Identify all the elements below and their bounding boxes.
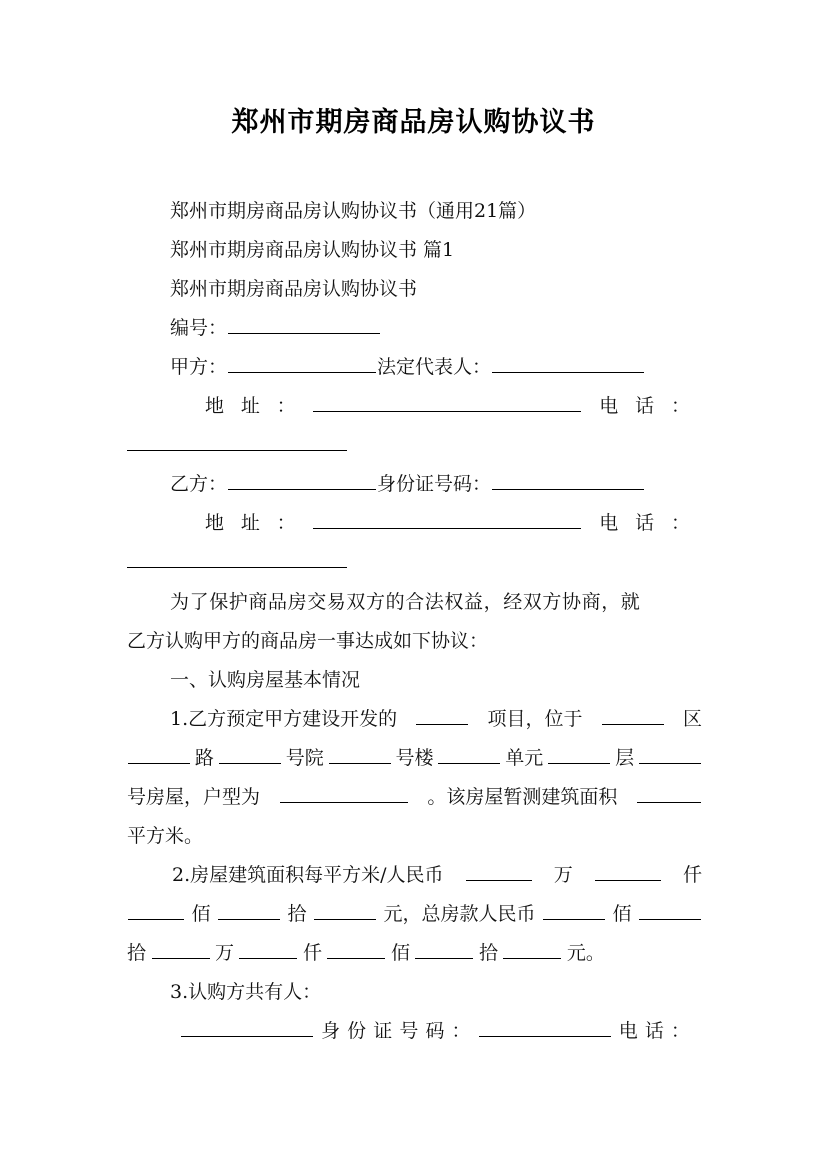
price-qian-blank [595,862,661,881]
yard-blank [219,745,281,764]
unit-blank [438,745,500,764]
number-label: 编号： [170,317,228,339]
price-shi-blank [218,901,280,920]
co-owner-id-blank [479,1018,611,1037]
co-id-char: 码 [425,1020,445,1042]
co-phone-char: ： [670,1020,690,1042]
party-a-line [170,354,645,380]
party-a-address-blank [313,393,581,412]
item-1-text: 单元 [505,747,544,769]
item-1-line-3 [127,784,702,810]
road-blank [128,745,190,764]
addr-char: 址 [240,512,260,534]
item-2-text: 拾 [478,942,498,964]
party-b-line [170,471,645,497]
party-a-label: 甲方： [170,356,228,378]
party-a-address-line [205,393,690,419]
co-id-char: ： [451,1020,471,1042]
addr-char: 地 [205,512,225,534]
phone-char: 话 [635,512,655,534]
total-wan-blank [152,940,210,959]
item-3-heading: 3.认购方共有人： [170,981,322,1003]
price-yuan-blank [314,901,376,920]
legal-rep-label: 法定代表人： [377,356,492,378]
item-2-text: 万 [553,864,573,886]
co-id-char: 证 [373,1020,393,1042]
party-a-blank [228,354,376,373]
item-2-text: 佰 [390,942,410,964]
intro-line-1: 为了保护商品房交易双方的合法权益，经双方协商，就 [170,591,641,613]
co-owner-name-blank [181,1018,313,1037]
item-2-line-3 [127,940,605,966]
item-2-text: 仟 [682,864,702,886]
phone-char: 电 [599,395,619,417]
item-2-text: 佰 [612,903,632,925]
party-b-blank [228,471,376,490]
item-1-text: 号楼 [395,747,434,769]
section-1-heading: 一、认购房屋基本情况 [170,669,361,691]
item-2-text: 2.房屋建筑面积每平方米/人民币 [172,864,444,886]
project-blank [416,706,468,725]
item-1-text: 1.乙方预定甲方建设开发的 [170,708,398,730]
layout-blank [280,784,408,803]
phone-char: 话 [635,395,655,417]
item-2-text: 佰 [191,903,211,925]
item-1-line-2 [127,745,702,771]
addr-char: 址 [240,395,260,417]
total-bai2-blank [327,940,385,959]
subtitle-part1: 郑州市期房商品房认购协议书 篇1 [170,239,455,261]
total-shi-blank [639,901,701,920]
co-phone-char: 话 [644,1020,664,1042]
item-2-text: 拾 [127,942,147,964]
party-a-phone-blank [127,450,347,451]
party-b-address-blank [313,510,581,529]
item-2-line-1 [172,862,702,888]
document-title: 郑州市期房商品房认购协议书 [231,107,596,138]
item-2-line-2 [127,901,702,927]
area-blank [637,784,701,803]
item-2-text: 万 [214,942,234,964]
item-2-text: 仟 [302,942,322,964]
item-1-text: 号房屋，户型为 [127,786,261,808]
phone-char: ： [670,512,690,534]
number-line [170,315,381,341]
total-qian-blank [239,940,297,959]
item-1-text: 号院 [285,747,324,769]
item-2-text: 元。 [566,942,605,964]
party-b-phone-blank [127,567,347,568]
total-bai-blank [543,901,605,920]
id-label: 身份证号码： [377,473,492,495]
total-yuan-blank [503,940,561,959]
item-1-line-1 [170,706,702,732]
total-shi2-blank [415,940,473,959]
co-id-char: 份 [347,1020,367,1042]
room-blank [639,745,701,764]
subtitle-collection: 郑州市期房商品房认购协议书（通用21篇） [170,200,537,222]
id-blank [492,471,644,490]
co-id-char: 身 [321,1020,341,1042]
floor-blank [548,745,610,764]
item-1-text: 。该房屋暂测建筑面积 [427,786,618,808]
item-1-line-4: 平方米。 [127,825,204,847]
item-2-text: 拾 [287,903,307,925]
price-wan-blank [466,862,532,881]
addr-char: ： [276,512,296,534]
building-blank [329,745,391,764]
number-blank [228,315,380,334]
co-owner-line [180,1018,690,1044]
district-blank [602,706,664,725]
party-b-label: 乙方： [170,473,228,495]
item-1-text: 项目，位于 [487,708,583,730]
legal-rep-blank [492,354,644,373]
item-1-text: 层 [615,747,635,769]
party-b-address-line [205,510,690,536]
item-1-text: 路 [194,747,214,769]
co-id-char: 号 [399,1020,419,1042]
phone-char: ： [670,395,690,417]
item-2-text: 元，总房款人民币 [383,903,536,925]
price-bai-blank [128,901,184,920]
addr-char: 地 [205,395,225,417]
intro-line-2: 乙方认购甲方的商品房一事达成如下协议： [127,630,489,652]
subtitle-agreement: 郑州市期房商品房认购协议书 [170,278,418,300]
item-1-text: 区 [682,708,702,730]
phone-char: 电 [599,512,619,534]
addr-char: ： [276,395,296,417]
co-phone-char: 电 [618,1020,638,1042]
